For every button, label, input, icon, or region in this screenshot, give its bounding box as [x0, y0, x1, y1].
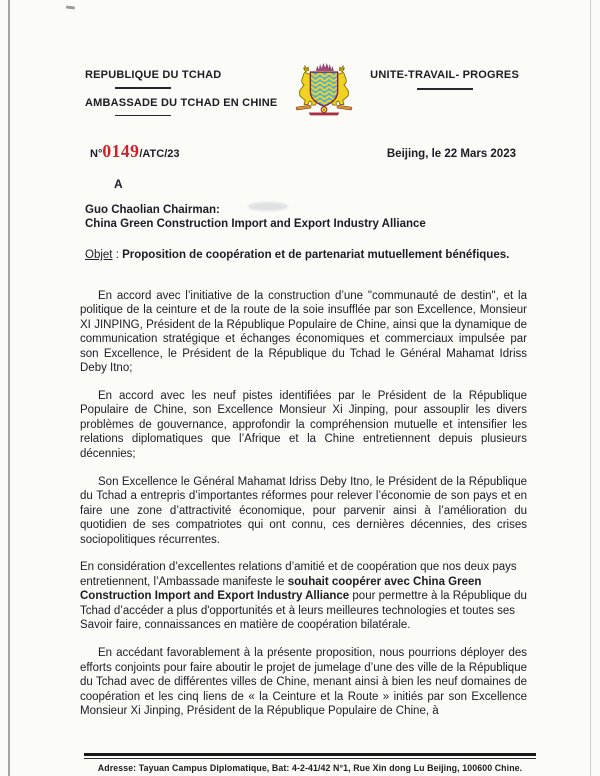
- paragraph-4-post: pour permettre à la République du Tchad d’accéder a plus d'opportunités et à leurs meilleures technologies et toutes ses Savoir faire, connaissances en matière de coopération bilatérale.: [80, 590, 527, 632]
- subject-line: [85, 248, 527, 263]
- subject-label: Objet: [85, 249, 113, 261]
- reference-prefix: N°: [90, 148, 103, 160]
- subject-separator: :: [112, 249, 123, 261]
- chad-coat-of-arms-icon: [287, 58, 361, 123]
- body-paragraph-4: [80, 560, 527, 633]
- divider-rule: [115, 115, 171, 117]
- footer-rule-thin: [84, 758, 536, 760]
- republic-title: REPUBLIQUE DU TCHAD: [85, 69, 222, 81]
- footer-rule-thick: [84, 753, 536, 756]
- embassy-title: AMBASSADE DU TCHAD EN CHINE: [85, 96, 278, 109]
- recipient-name: Guo Chaolian Chairman:: [85, 204, 220, 216]
- scan-smudge: [248, 202, 288, 211]
- divider-rule: [115, 87, 171, 89]
- body-paragraph-5: En accédant favorablement à la présente proposition, nous pourrions déployer des efforts conjoints pour faire aboutir le projet de jumelage d’une des ville de la République du Tchad avec de différentes villes de Chine, menant ainsi à bien les neuf domaines de coopération et les cinq liens de « la Ceinture et la Route » initiés par son Excellence Monsieur Xi Jinping, Président de la République Populaire de Chine, à: [80, 646, 527, 718]
- reference-suffix: /ATC/23: [139, 148, 180, 160]
- body-paragraph-2: En accord avec les neuf pistes identifiées par le Président de la République Populaire de Chine, son Excellence Monsieur Xi Jinping, pour assouplir les divers problèmes de gouvernance, approfondir la compréhension mutuelle et intensifier les relations diplomatiques que l’Afrique et la Chine entretiennent depuis plusieurs décennies;: [80, 389, 527, 460]
- paragraph-4-bold: souhait coopérer avec China Green Construction Import and Export Industry Alliance: [80, 575, 482, 603]
- footer-address: Adresse: Tayuan Campus Diplomatique, Bat: 4-2-41/42 N°1, Rue Xin dong Lu Beijing, 100600 Chine.: [97, 763, 523, 773]
- recipient-organization: China Green Construction Import and Export Industry Alliance: [85, 218, 426, 230]
- date-line: Beijing, le 22 Mars 2023: [386, 148, 516, 160]
- salutation: A: [114, 177, 123, 191]
- letterhead-right-block: [370, 69, 519, 124]
- national-motto: UNITE-TRAVAIL- PROGRES: [370, 69, 519, 81]
- paragraph-4-pre: En considération d’excellentes relations d’amitié et de coopération que nos deux pays entretiennent, l’Ambassade manifeste le: [80, 561, 517, 588]
- recipient-block: [85, 203, 600, 231]
- scan-edge-left: [8, 0, 10, 776]
- body-paragraph-1: En accord avec l’initiative de la construction d’une "communauté de destin", et la politique de la ceinture et de la route de la soie insufflée par son Excellence, Monsieur XI JINPING, Président de la République Populaire de Chine, ainsi que la dynamique de communication stratégique et échanges économiques et commerciaux impulsée par son Excellence, le Président de la République du Tchad le Général Mahamat Idriss Deby Itno;: [80, 289, 527, 375]
- scan-edge-right: [590, 0, 591, 776]
- scan-speck: [66, 6, 75, 10]
- letterhead-left-block: [85, 69, 277, 124]
- reference-digits: 0149: [102, 141, 140, 161]
- reference-number: [90, 141, 179, 162]
- reference-date-row: [0, 141, 600, 162]
- subject-text: Proposition de coopération et de partenariat mutuellement bénéfiques.: [122, 249, 510, 261]
- letter-body: [0, 289, 600, 719]
- divider-rule: [417, 88, 473, 90]
- body-paragraph-3: Son Excellence le Général Mahamat Idriss Deby Itno, le Président de la République du Tchad a entrepris d’importantes réformes pour relever l’économie de son pays et en faire une zone d’attractivité économique, pour parvenir ainsi à l’amélioration du quotidien de ses compatriotes qui ont connu, ces dernières décennies, des crises sociopolitiques récurrentes.: [80, 475, 527, 546]
- letter-footer: [84, 753, 536, 773]
